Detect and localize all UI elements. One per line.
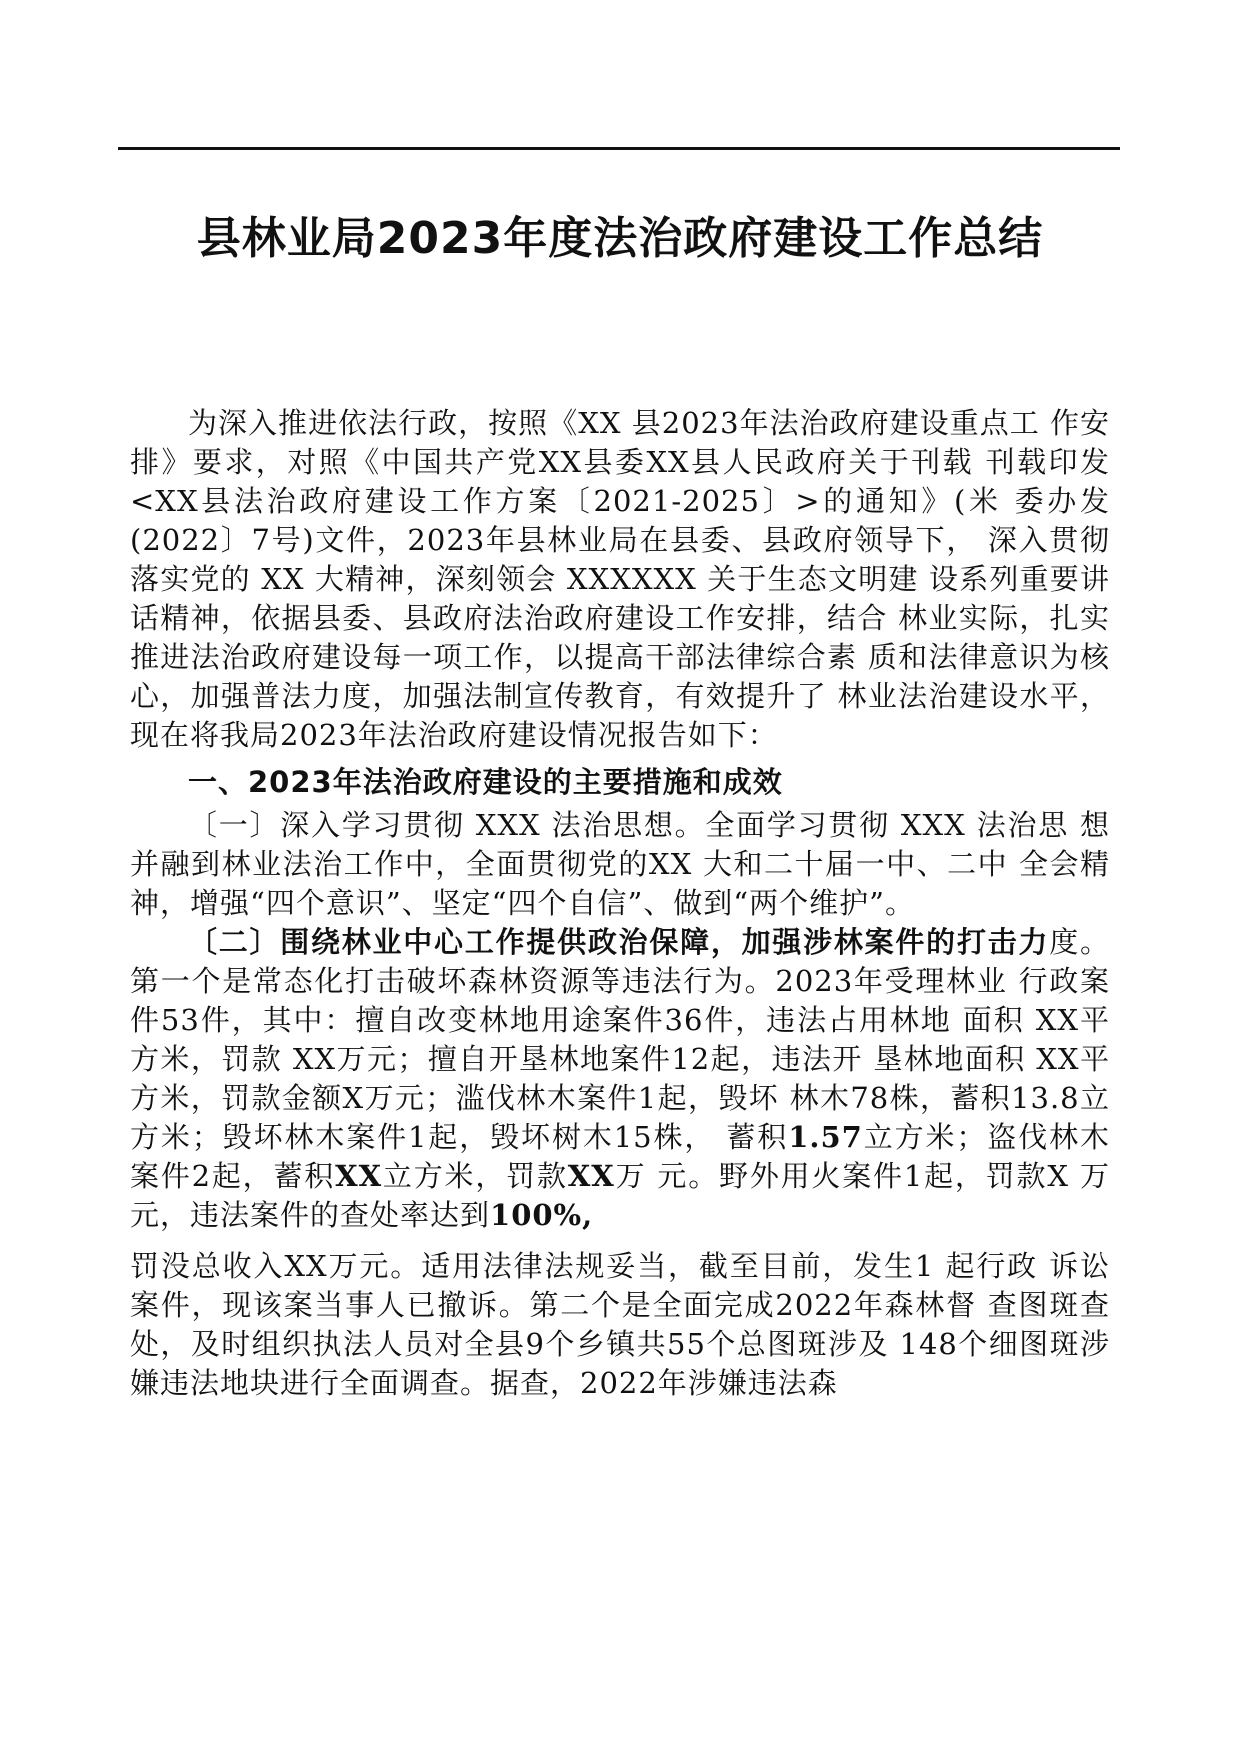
continuation-paragraph: 罚没总收入XX万元。适用法律法规妥当，截至目前，发生1 起行政 诉讼案件，现该案当事人已撤诉。第二个是全面完成2022年森林督 查图斑查处，及时组织执法人员对全县9个乡镇共55个总图斑涉及 148个细图斑涉嫌违法地块进行全面调查。据查，2022年涉嫌违法森 bbox=[130, 1249, 1110, 1400]
intro-paragraph: 为深入推进依法行政，按照《XX 县2023年法治政府建设重点工 作安排》要求，对照《中国共产党XX县委XX县人民政府关于刊载 刊载印发<XX县法治政府建设工作方案〔2021-2025〕>的通知》(米 委办发(2022〕7号)文件，2023年县林业局在县委、县政府领导下， 深入贯彻落实党的 XX 大精神，深刻领会 XXXXXX 关于生态文明建 设系列重要讲话精神，依据县委、县政府法治政府建设工作安排，结合 林业实际，扎实推进法治政府建设每一项工作，以提高干部法律综合素 质和法律意识为核心，加强普法力度，加强法制宣传教育，有效提升了 林业法治建设水平，现在将我局2023年法治政府建设情况报告如下： bbox=[130, 406, 1110, 752]
section-heading-1: 一、2023年法治政府建设的主要措施和成效 bbox=[188, 765, 783, 799]
item-2-bold-value: 100%, bbox=[490, 1198, 594, 1232]
item-2-bold-value: 1.57 bbox=[788, 1120, 863, 1154]
item-2-text: 立方米；盗伐林木案件2起，蓄积 bbox=[130, 1120, 1110, 1193]
item-2-bold-value: XX bbox=[567, 1159, 615, 1193]
item-2-bold-value: XX bbox=[335, 1159, 383, 1193]
item-2-paragraph bbox=[130, 923, 1110, 1235]
item-2-lead: 〔二〕围绕林业中心工作提供政治保障，加强涉林案件的打击力 bbox=[188, 925, 1050, 959]
document-title: 县林业局2023年度法治政府建设工作总结 bbox=[196, 213, 1044, 264]
item-2-text: 立方米，罚款 bbox=[382, 1159, 568, 1193]
item-2-text: 度。第一个是常态化打击破坏森林资源等违法行为。2023年受理林业 行政案件53件，其中：擅自改变林地用途案件36件，违法占用林地 面积 XX平方米，罚款 XX万元；擅自开垦林地案件12起，违法开 垦林地面积 XX平方米，罚款金额X万元；滥伐林木案件1起，毁坏 林木78株，蓄积13.8立方米；毁坏林木案件1起，毁坏树木15株， 蓄积 bbox=[130, 925, 1110, 1154]
document-body bbox=[130, 404, 1110, 1403]
item-1-paragraph: 〔一〕深入学习贯彻 XXX 法治思想。全面学习贯彻 XXX 法治思 想并融到林业法治工作中，全面贯彻党的XX 大和二十届一中、二中 全会精神，增强“四个意识”、坚定“四个自信”、做到“两个维护”。 bbox=[130, 808, 1110, 920]
header-rule bbox=[118, 147, 1120, 150]
item-2-text: 万 元。野外用火案件1起，罚款X 万元，违法案件的查处率达到 bbox=[130, 1159, 1110, 1232]
